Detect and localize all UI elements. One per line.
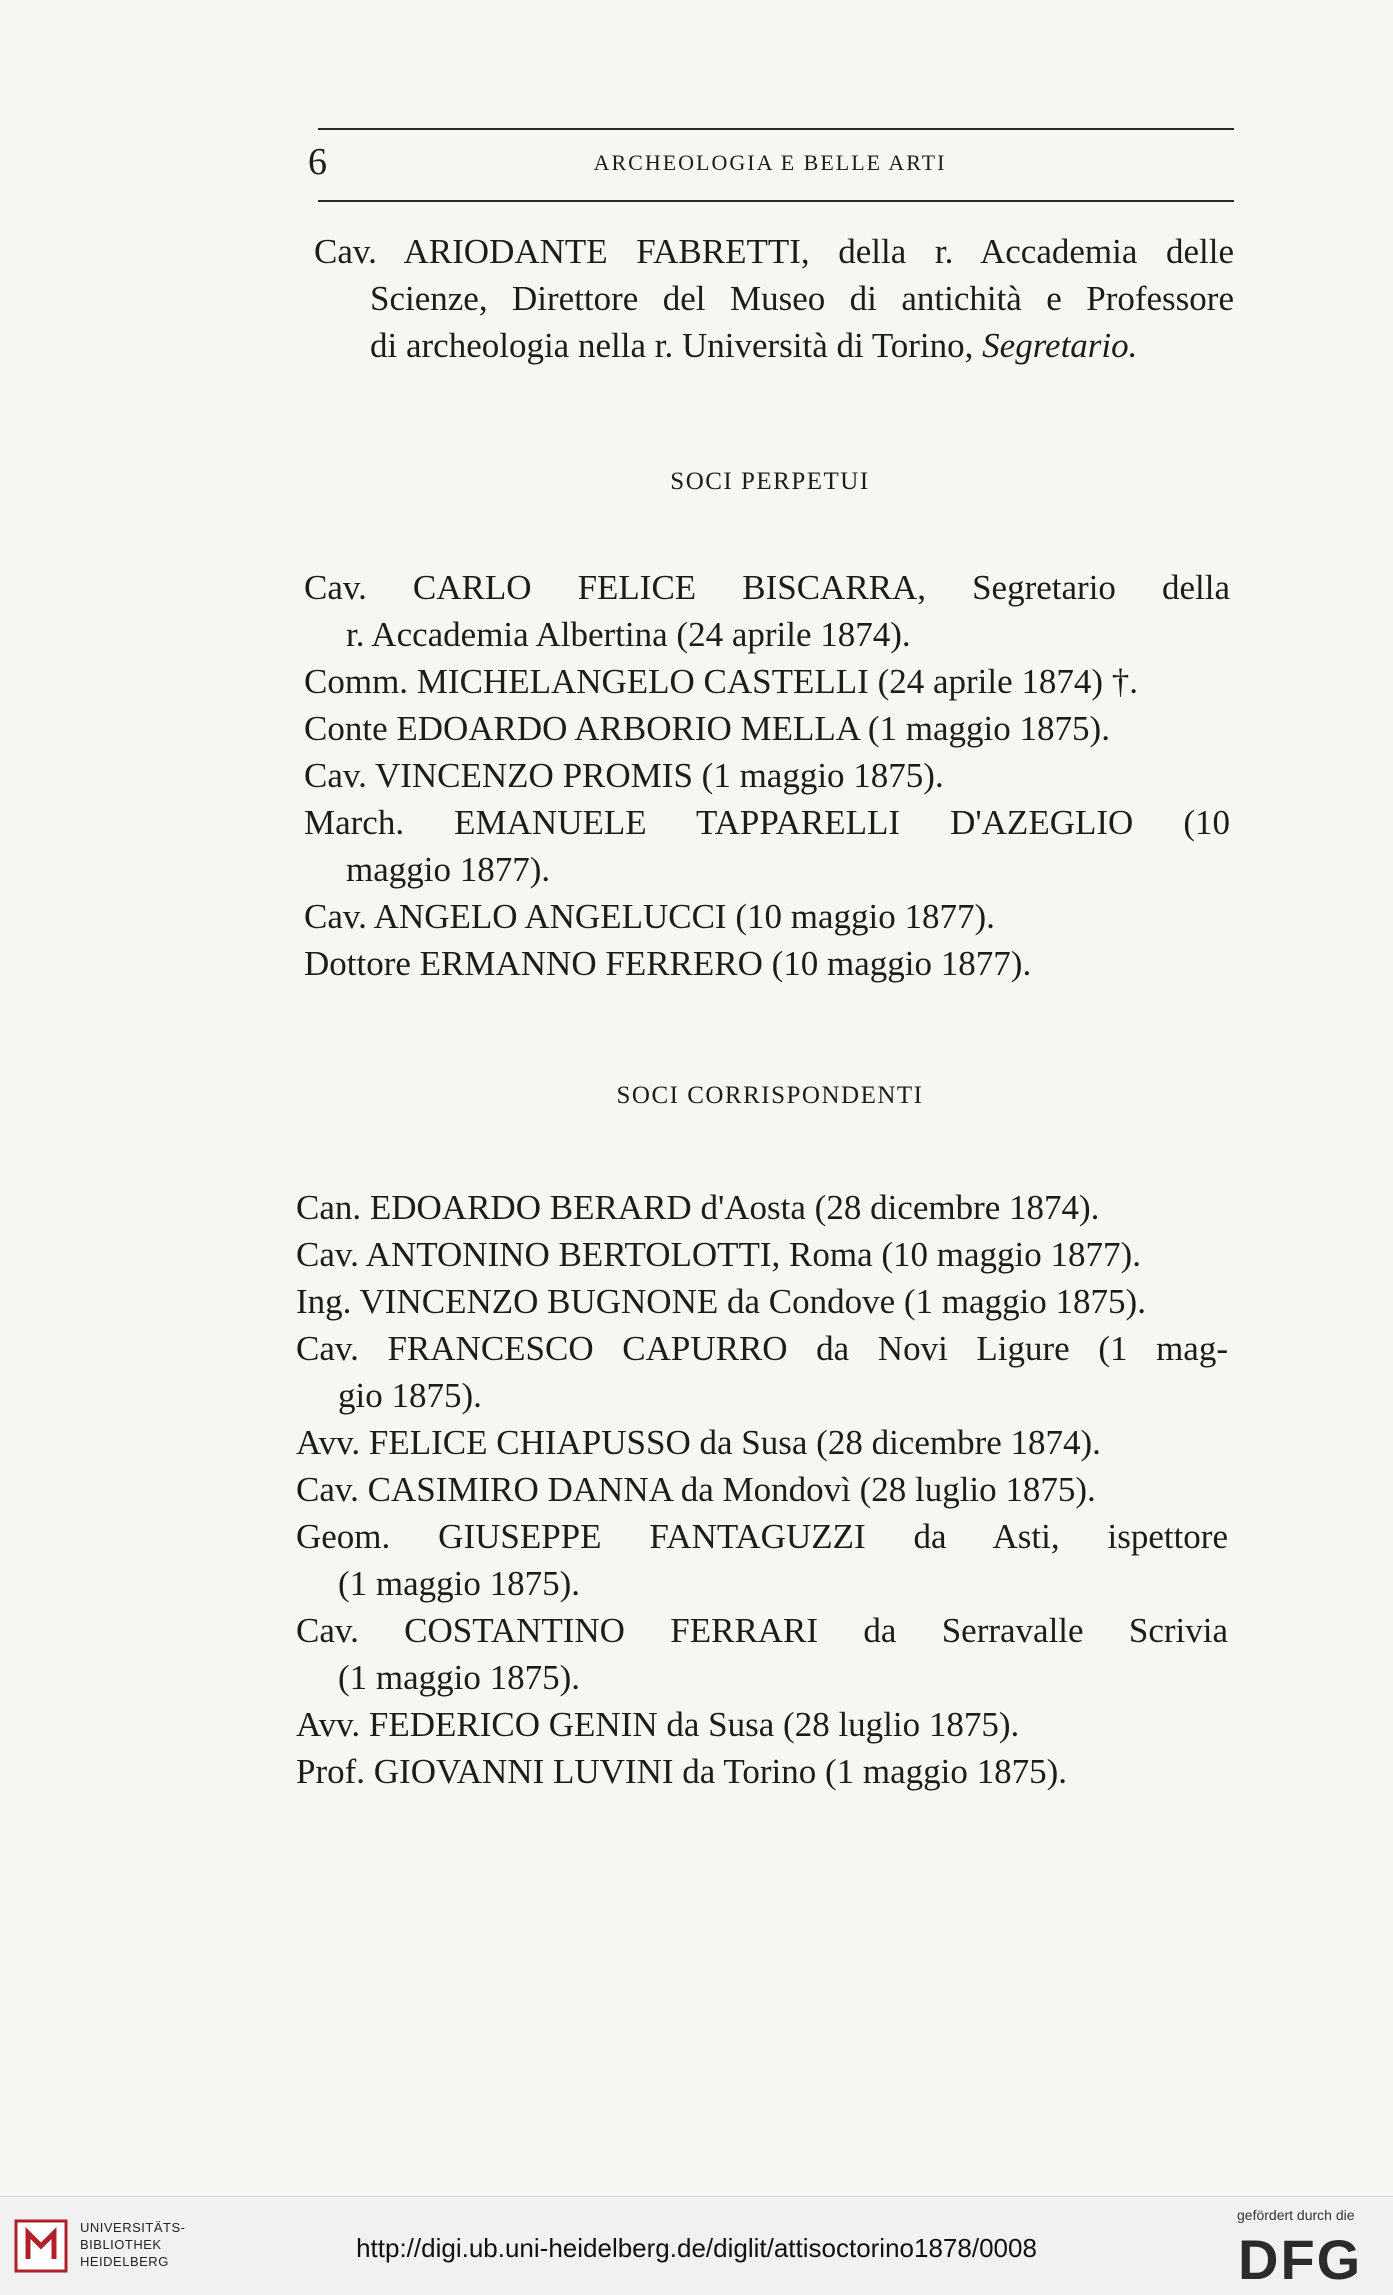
section-title-corrispondenti: SOCI CORRISPONDENTI [616,1082,924,1109]
entry-continuation-line: gio 1875). [338,1376,482,1415]
header-rule-bottom [318,200,1234,202]
corrispondenti-list [296,1184,1228,1795]
header-rule-top [318,128,1234,130]
library-line: HEIDELBERG [80,2254,169,2269]
entry-line: Cav. ANTONINO BERTOLOTTI, Roma (10 maggio 1877). [296,1235,1141,1274]
entry-line: Dottore ERMANNO FERRERO (10 maggio 1877). [304,944,1032,983]
entry-line: Comm. MICHELANGELO CASTELLI (24 aprile 1874) †. [304,662,1139,701]
entry-line: Prof. GIOVANNI LUVINI da Torino (1 maggio 1875). [296,1752,1068,1791]
entry-line: Cav. CASIMIRO DANNA da Mondovì (28 luglio 1875). [296,1470,1096,1509]
library-line: BIBLIOTHEK [80,2237,162,2252]
entry-line: Avv. FELICE CHIAPUSSO da Susa (28 dicembre 1874). [296,1423,1101,1462]
entry-line: Scienze, Direttore del Museo di antichità e Professore [370,279,1234,318]
entry-line: di archeologia nella r. Università di Torino, Segretario. [370,326,1138,365]
entry-line: Avv. FEDERICO GENIN da Susa (28 luglio 1875). [296,1705,1020,1744]
entry-line: Geom. GIUSEPPE FANTAGUZZI da Asti, ispettore [296,1517,1228,1556]
entry-line: Cav. CARLO FELICE BISCARRA, Segretario della [304,568,1230,607]
entry-continuation-line: (1 maggio 1875). [338,1658,581,1697]
dfg-logo: DFG [1238,2228,1363,2291]
role-label: Segretario. [982,326,1138,365]
entry-continuation-line: (1 maggio 1875). [338,1564,581,1603]
library-line: UNIVERSITÄTS- [80,2220,186,2235]
entry-line: March. EMANUELE TAPPARELLI D'AZEGLIO (10 [304,803,1230,842]
footer-bar [0,2196,1393,2295]
entry-line: Cav. VINCENZO PROMIS (1 maggio 1875). [304,756,944,795]
entry-continuation-line: maggio 1877). [346,850,551,889]
perpetui-list [304,564,1230,987]
sponsor-caption: gefördert durch die [1237,2207,1355,2223]
entry-line: Can. EDOARDO BERARD d'Aosta (28 dicembre 1874). [296,1188,1100,1227]
entry-line: Cav. FRANCESCO CAPURRO da Novi Ligure (1 mag- [296,1329,1228,1368]
permalink-url[interactable]: http://digi.ub.uni-heidelberg.de/diglit/attisoctorino1878/0008 [356,2233,1037,2263]
intro-entry [314,228,1234,369]
running-title: ARCHEOLOGIA E BELLE ARTI [593,150,947,175]
entry-line: Cav. ARIODANTE FABRETTI, della r. Accademia delle [314,232,1234,271]
entry-line: Cav. ANGELO ANGELUCCI (10 maggio 1877). [304,897,995,936]
entry-continuation-line: r. Accademia Albertina (24 aprile 1874). [346,615,911,654]
entry-line: Cav. COSTANTINO FERRARI da Serravalle Scrivia [296,1611,1228,1650]
entry-line: Ing. VINCENZO BUGNONE da Condove (1 maggio 1875). [296,1282,1146,1321]
page-number: 6 [308,141,327,183]
entry-line: Conte EDOARDO ARBORIO MELLA (1 maggio 1875). [304,709,1110,748]
section-title-perpetui: SOCI PERPETUI [670,468,870,495]
